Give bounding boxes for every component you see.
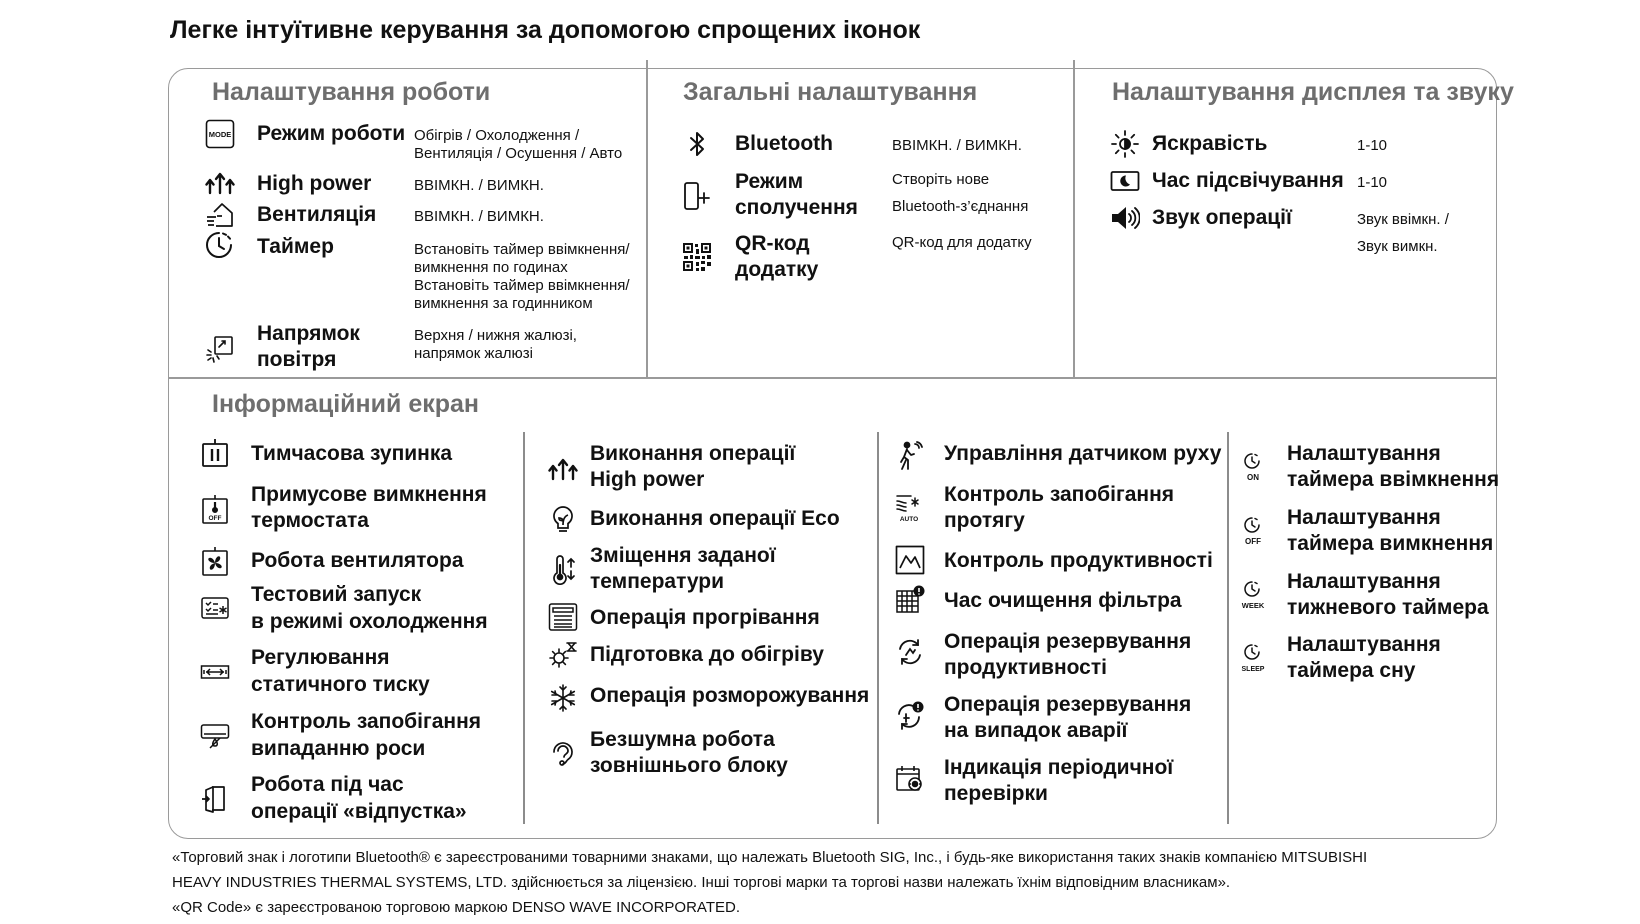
operation-item-name: High power (257, 172, 372, 195)
mode-icon (205, 119, 235, 149)
info-label: Налаштування (1287, 570, 1441, 593)
operation-item-value: ВВІМКН. / ВИМКН. (414, 177, 544, 194)
info-label: High power (590, 468, 705, 491)
operation-item-value: вимкнення по годинах (414, 259, 568, 276)
ventilation-icon (205, 199, 235, 229)
eco-icon (548, 505, 578, 535)
info-label: температури (590, 570, 725, 593)
info-label: статичного тиску (251, 673, 430, 696)
capacity-backup-icon (895, 637, 925, 667)
timer-off-icon-text: OFF (1245, 537, 1261, 546)
info-label: Налаштування (1287, 442, 1441, 465)
operation-item-value: Верхня / нижня жалюзі, (414, 327, 577, 344)
fan-icon (200, 546, 230, 576)
vacation-icon (200, 783, 230, 813)
info-label: термостата (251, 509, 369, 532)
operation-item-value: Встановіть таймер ввімкнення/ (414, 241, 630, 258)
silent-icon (548, 738, 578, 768)
info-label: Контроль продуктивності (944, 549, 1213, 572)
info-label: Зміщення заданої (590, 544, 776, 567)
heating-prep-icon (548, 640, 578, 670)
general-item-name: Режим (735, 170, 804, 193)
air-direction-icon (205, 334, 235, 364)
info-label: Індикація періодичної (944, 756, 1174, 779)
general-item-name: сполучення (735, 196, 858, 219)
display-item-name: Яскравість (1152, 132, 1268, 155)
general-item-value: Створіть нове (892, 171, 990, 188)
operation-item-name: повітря (257, 348, 337, 371)
static-pressure-icon (200, 657, 230, 687)
temp-shift-icon (548, 555, 578, 585)
pairing-icon (682, 181, 712, 211)
operation-item-name: Таймер (257, 235, 334, 258)
divider (169, 377, 1496, 379)
info-label: Налаштування (1287, 506, 1441, 529)
info-label: на випадок аварії (944, 719, 1128, 742)
qr-code-icon (682, 242, 712, 272)
info-label: випаданню роси (251, 737, 426, 760)
weekly-timer-icon-text: WEEK (1241, 601, 1265, 610)
general-item-value: QR-код для додатку (892, 234, 1032, 251)
info-label: Виконання операції (590, 442, 796, 465)
display-item-value: Звук вимкн. (1357, 238, 1438, 255)
operation-item-value: Вентиляція / Осушення / Авто (414, 145, 623, 162)
motion-sensor-icon (895, 441, 925, 471)
operation-item-value: Обігрів / Охолодження / (414, 127, 580, 144)
display-item-name: Звук операції (1152, 206, 1292, 229)
display-item-value: Звук ввімкн. / (1357, 211, 1449, 228)
info-label: Регулювання (251, 646, 390, 669)
info-label: таймера вимкнення (1287, 532, 1494, 555)
divider (877, 432, 879, 824)
info-label: Робота вентилятора (251, 549, 464, 572)
brightness-icon (1110, 129, 1140, 159)
operation-item-name: Вентиляція (257, 203, 377, 226)
capacity-icon (895, 545, 925, 575)
footer-note: «Торговий знак і логотипи Bluetooth® є зареєстрованими товарними знаками, що належать Bluetooth SIG, Inc., і будь-яке використання таких знаків компанією MITSUBISHI (172, 849, 1368, 866)
info-label: перевірки (944, 782, 1048, 805)
pause-icon (200, 438, 230, 468)
info-label: Підготовка до обігріву (590, 643, 824, 666)
info-label: Контроль запобігання (251, 710, 482, 733)
divider (1227, 432, 1229, 824)
weekly-timer-icon (1238, 580, 1268, 610)
defrost-icon (548, 683, 578, 713)
emergency-backup-icon (895, 700, 925, 730)
timer-on-icon-text: ON (1247, 473, 1259, 482)
operation-item-name: Режим роботи (257, 122, 406, 145)
info-label: Операція прогрівання (590, 606, 820, 629)
operation-item-value: напрямок жалюзі (414, 345, 534, 362)
timer-on-icon (1238, 452, 1268, 482)
divider (523, 432, 525, 824)
high-power-op-icon (548, 455, 578, 485)
general-item-value: Bluetooth-з’єднання (892, 198, 1029, 215)
divider (1073, 60, 1075, 378)
speaker-icon (1110, 203, 1140, 233)
info-label: в режимі охолодження (251, 610, 488, 633)
info-label: Операція резервування (944, 693, 1192, 716)
warmup-icon (548, 602, 578, 632)
timer-icon (205, 230, 235, 260)
bluetooth-icon (682, 129, 712, 159)
filter-icon (895, 585, 925, 615)
info-label: тижневого таймера (1287, 596, 1489, 619)
draft-prevention-icon (895, 493, 925, 523)
general-item-name: QR-код (735, 232, 810, 255)
info-label: Тестовий запуск (251, 583, 422, 606)
display-section-title: Налаштування дисплея та звуку (1112, 78, 1514, 106)
operation-item-value: вимкнення за годинником (414, 295, 593, 312)
display-item-value: 1-10 (1357, 174, 1388, 191)
info-label: Безшумна робота (590, 728, 775, 751)
operation-item-name: Напрямок (257, 322, 360, 345)
info-label: Час очищення фільтра (944, 589, 1182, 612)
info-label: Виконання операції Eco (590, 507, 840, 530)
info-label: Робота під час (251, 773, 404, 796)
info-label: Налаштування (1287, 633, 1441, 656)
display-item-value: 1-10 (1357, 137, 1388, 154)
info-label: Контроль запобігання (944, 483, 1175, 506)
high-power-icon (205, 169, 235, 199)
general-item-name: додатку (735, 258, 819, 281)
info-label: операції «відпустка» (251, 800, 467, 823)
operation-section-title: Налаштування роботи (212, 78, 491, 106)
info-label: Операція розморожування (590, 684, 870, 707)
thermostat-off-icon (200, 494, 230, 524)
sleep-timer-icon (1238, 643, 1268, 673)
info-label: зовнішнього блоку (590, 754, 788, 777)
info-label: продуктивності (944, 656, 1107, 679)
general-item-value: ВВІМКН. / ВИМКН. (892, 137, 1022, 154)
off-icon-text: OFF (208, 515, 222, 522)
test-run-icon (200, 593, 230, 623)
footer-note: HEAVY INDUSTRIES THERMAL SYSTEMS, LTD. здійснюється за ліцензією. Інші торгові марки та торгові назви належать їхнім відповідним власникам». (172, 874, 1231, 891)
mode-icon-text: MODE (208, 130, 232, 139)
backlight-icon (1110, 166, 1140, 196)
page-title: Легке інтуїтивне керування за допомогою спрощених іконок (170, 16, 921, 44)
info-label: Управління датчиком руху (944, 442, 1222, 465)
timer-off-icon (1238, 516, 1268, 546)
operation-item-value: Встановіть таймер ввімкнення/ (414, 277, 630, 294)
info-label: Тимчасова зупинка (251, 442, 453, 465)
inspection-icon (895, 764, 925, 794)
footer-note: «QR Code» є зареєстрованою торговою маркою DENSO WAVE INCORPORATED. (172, 899, 740, 916)
auto-icon-text: AUTO (899, 516, 919, 523)
info-label: протягу (944, 509, 1025, 532)
info-label: таймера сну (1287, 659, 1416, 682)
info-label: таймера ввімкнення (1287, 468, 1500, 491)
info-section-title: Інформаційний екран (212, 390, 480, 418)
dew-prevention-icon (200, 720, 230, 750)
display-item-name: Час підсвічування (1152, 169, 1344, 192)
general-section-title: Загальні налаштування (683, 78, 978, 106)
sleep-timer-icon-text: SLEEP (1241, 666, 1265, 673)
divider (646, 60, 648, 378)
info-label: Операція резервування (944, 630, 1192, 653)
general-item-name: Bluetooth (735, 132, 833, 155)
operation-item-value: ВВІМКН. / ВИМКН. (414, 208, 544, 225)
info-label: Примусове вимкнення (251, 483, 487, 506)
